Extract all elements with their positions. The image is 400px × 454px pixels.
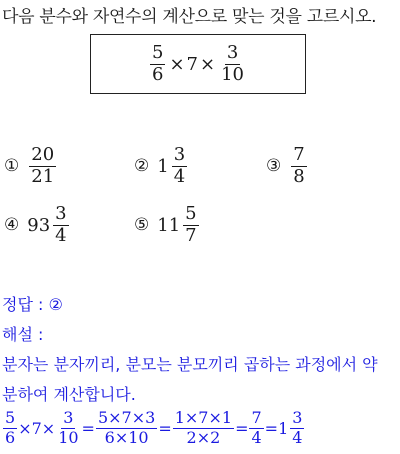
numerator: 7 <box>251 408 262 427</box>
fraction <box>172 146 187 187</box>
choice-number: ③ <box>266 156 282 177</box>
choice-number: ① <box>4 156 20 177</box>
question-text: 다음 분수와 자연수의 계산으로 맞는 것을 고르시오. <box>2 7 377 27</box>
fraction <box>173 410 234 447</box>
expression-box <box>90 34 306 94</box>
whole-number: 1 <box>278 418 289 438</box>
fraction <box>249 410 263 447</box>
fraction <box>290 410 304 447</box>
fraction <box>3 410 17 447</box>
fraction <box>29 146 56 187</box>
denominator: 6 <box>152 63 164 85</box>
denominator: 4 <box>55 224 67 246</box>
explanation-line-2: 분하여 계산합니다. <box>2 385 136 404</box>
explanation-label: 해설 : <box>2 325 44 344</box>
whole-number: 93 <box>27 214 51 236</box>
natural-number: 7 <box>186 53 198 75</box>
fraction <box>53 205 68 246</box>
solution-expression <box>2 410 305 447</box>
times-operator: × <box>169 53 185 75</box>
equals-sign: = <box>158 418 172 438</box>
times-operator: × <box>41 418 56 438</box>
numerator: 7 <box>293 144 305 165</box>
choice-number: ② <box>134 156 150 177</box>
numerator: 5×7×3 <box>97 408 156 427</box>
denominator: 4 <box>173 165 186 187</box>
choice-number: ④ <box>4 215 20 236</box>
denominator: 2×2 <box>186 427 221 447</box>
numerator: 5 <box>185 203 197 224</box>
numerator: 3 <box>55 203 67 224</box>
choice-2[interactable] <box>134 146 189 187</box>
denominator: 6×10 <box>104 427 149 447</box>
numerator: 1×7×1 <box>174 408 233 427</box>
whole-number: 1 <box>157 155 169 177</box>
equals-sign: = <box>235 418 249 438</box>
equals-sign: = <box>81 418 95 438</box>
choice-1[interactable] <box>4 146 58 187</box>
explanation-line-1: 분자는 분자끼리, 분모는 분모끼리 곱하는 과정에서 약 <box>2 355 378 374</box>
answer-value: ② <box>48 295 63 314</box>
times-operator: × <box>200 53 216 75</box>
natural-number: 7 <box>31 418 42 438</box>
problem-expression <box>148 41 248 85</box>
equals-sign: = <box>264 418 279 438</box>
choice-3[interactable] <box>266 146 309 187</box>
numerator: 20 <box>31 144 55 165</box>
fraction <box>150 41 165 85</box>
denominator: 4 <box>251 427 262 447</box>
denominator: 21 <box>31 165 55 187</box>
denominator: 7 <box>185 224 197 246</box>
numerator: 3 <box>63 408 74 427</box>
fraction <box>56 410 80 447</box>
times-operator: × <box>18 418 32 438</box>
denominator: 10 <box>58 427 79 447</box>
fraction <box>291 146 306 187</box>
numerator: 3 <box>173 144 186 165</box>
denominator: 4 <box>292 427 303 447</box>
answer-line <box>2 292 63 315</box>
numerator: 3 <box>226 41 239 63</box>
denominator: 10 <box>221 63 244 85</box>
answer-label: 정답 : <box>2 295 49 314</box>
fraction <box>183 205 198 246</box>
numerator: 5 <box>5 408 16 427</box>
fraction <box>96 410 157 447</box>
numerator: 5 <box>152 41 164 63</box>
choice-number: ⑤ <box>134 215 150 236</box>
denominator: 8 <box>293 165 305 187</box>
denominator: 6 <box>5 427 16 447</box>
choice-5[interactable] <box>134 205 201 246</box>
fraction <box>219 41 246 85</box>
numerator: 3 <box>292 408 303 427</box>
choice-4[interactable] <box>4 205 71 246</box>
whole-number: 11 <box>157 214 181 236</box>
